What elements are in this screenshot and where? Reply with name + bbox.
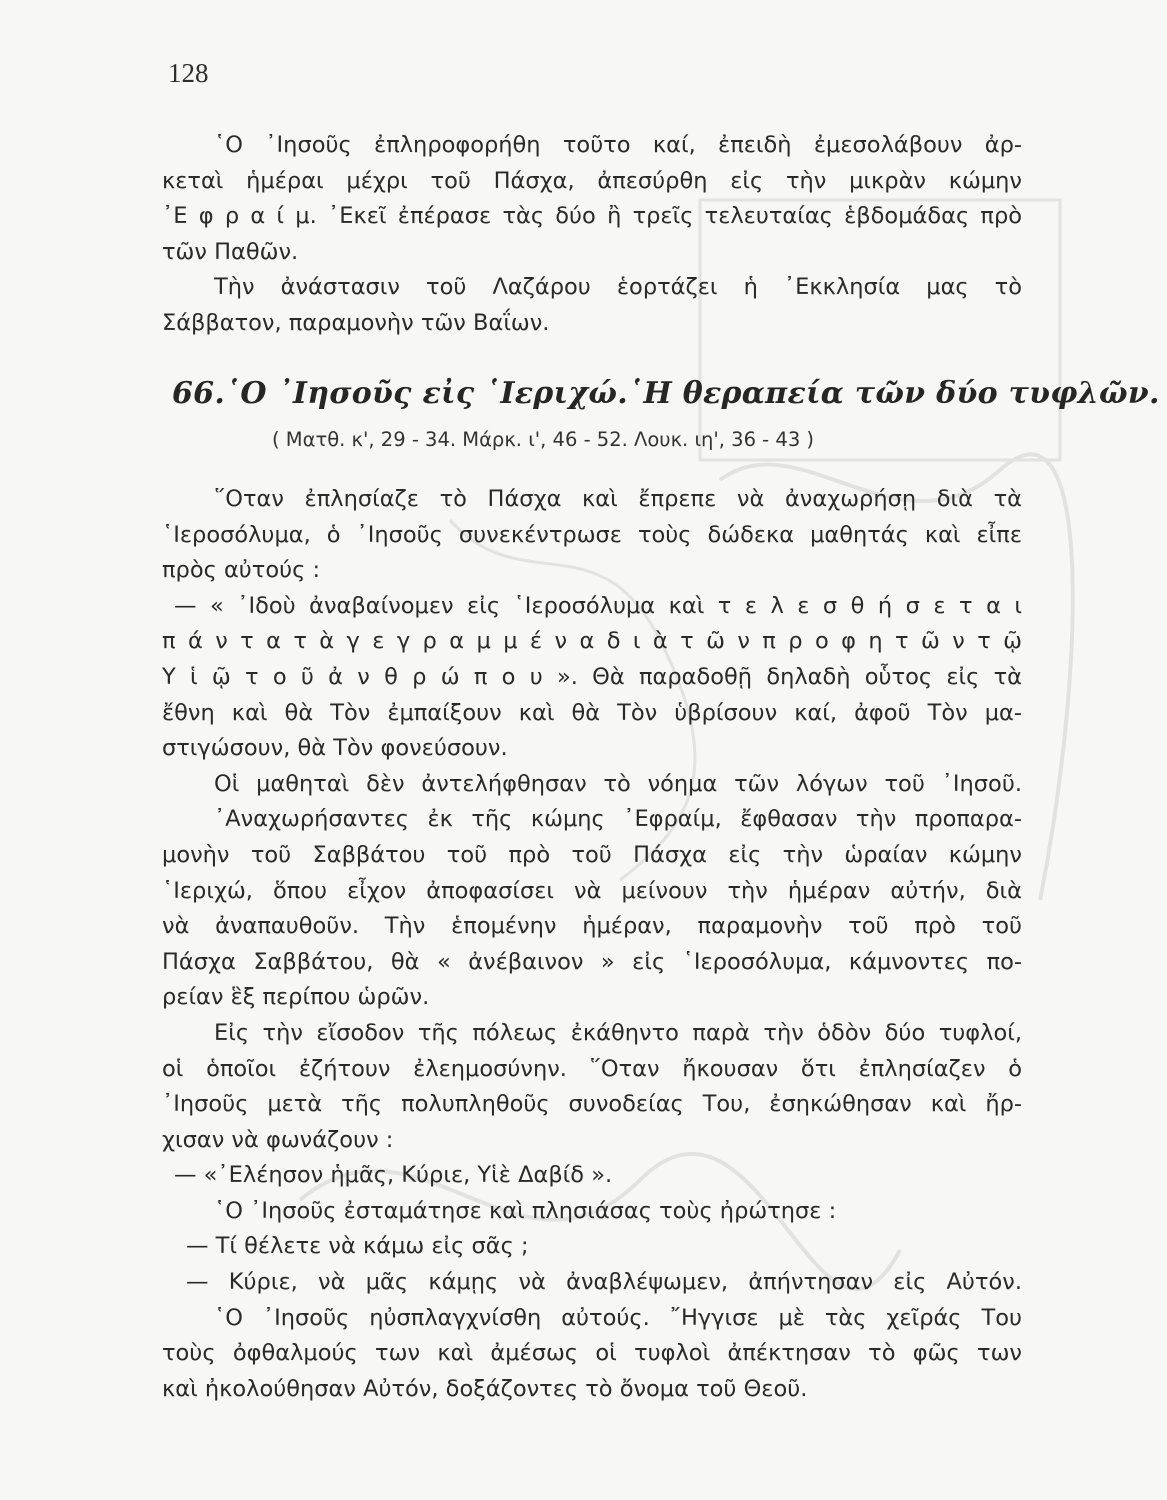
text-line: μονὴν τοῦ Σαββάτου τοῦ πρὸ τοῦ Πάσχα εἰς τὴν ὡραίαν κώμην — [162, 841, 1022, 868]
text-line: ῾Ο ᾿Ιησοῦς ηὐσπλαγχνίσθη αὐτούς. ῎Ηγγισε μὲ τὰς χεῖράς Του — [214, 1304, 1022, 1331]
intro-paragraphs — [162, 128, 1022, 342]
main-paragraphs — [162, 482, 1022, 1407]
text-line: — Κύριε, νὰ μᾶς κάμῃς νὰ ἀναβλέψωμεν, ἀπήντησαν εἰς Αὐτόν. — [186, 1269, 1022, 1296]
text-line: π ά ν τ α τ ὰ γ ε γ ρ α μ μ έ ν α δ ι ὰ τ ῶ ν π ρ ο φ η τ ῶ ν τ ῷ — [162, 628, 1022, 655]
text-line: ᾿Αναχωρήσαντες ἐκ τῆς κώμης ᾿Εφραίμ, ἔφθασαν τὴν προπαρα- — [214, 806, 1022, 833]
text-line: στιγώσουν, θὰ Τὸν φονεύσουν. — [162, 735, 508, 762]
text-line: ῾Ιεροσόλυμα, ὁ ᾿Ιησοῦς συνεκέντρωσε τοὺς δώδεκα μαθητάς καὶ εἶπε — [162, 521, 1022, 548]
text-line: ἔθνη καὶ θὰ Τὸν ἐμπαίξουν καὶ θὰ Τὸν ὑβρίσουν καί, ἀφοῦ Τὸν μα- — [162, 699, 1022, 726]
text-line: τῶν Παθῶν. — [162, 238, 299, 265]
section-heading: 66.῾Ο ᾿Ιησοῦς εἰς ῾Ιεριχώ.῾Η θεραπεία τῶν δύο τυφλῶν. — [172, 376, 1160, 411]
text-line: Εἰς τὴν εἴσοδον τῆς πόλεως ἐκάθηντο παρὰ τὴν ὁδὸν δύο τυφλοί, — [214, 1019, 1022, 1046]
text-line: οἱ ὁποῖοι ἐζήτουν ἐλεημοσύνην. ῞Οταν ἤκουσαν ὅτι ἐπλησίαζεν ὁ — [162, 1055, 1022, 1082]
text-line: — Τί θέλετε νὰ κάμω εἰς σᾶς ; — [186, 1233, 529, 1260]
text-line: ᾿Ε φ ρ α ί μ. ᾿Εκεῖ ἐπέρασε τὰς δύο ἢ τρεῖς τελευταίας ἑβδομάδας πρὸ — [162, 203, 1022, 230]
text-line: ῾Ο ᾿Ιησοῦς ἐπληροφορήθη τοῦτο καί, ἐπειδὴ ἐμεσολάβουν ἀρ- — [214, 132, 1022, 158]
page-number: 128 — [168, 58, 209, 88]
text-line: Τὴν ἀνάστασιν τοῦ Λαζάρου ἑορτάζει ἡ ᾿Εκκλησία μας τὸ — [214, 274, 1022, 301]
scripture-reference: ( Ματθ. κ', 29 - 34. Μάρκ. ι', 46 - 52. Λουκ. ιη', 36 - 43 ) — [272, 428, 815, 451]
text-line: κεταὶ ἡμέραι μέχρι τοῦ Πάσχα, ἀπεσύρθη εἰς τὴν μικρὰν κώμην — [162, 167, 1022, 194]
text-line: Υ ἱ ῷ τ ο ῦ ἀ ν θ ρ ώ π ο υ ». Θὰ παραδοθῇ δηλαδὴ οὗτος εἰς τὰ — [162, 663, 1022, 690]
text-line: ῾Ο ᾿Ιησοῦς ἐσταμάτησε καὶ πλησιάσας τοὺς ἠρώτησε : — [214, 1197, 837, 1224]
text-line: πρὸς αὐτούς : — [162, 557, 321, 584]
text-line: — «᾿Ελέησον ἡμᾶς, Κύριε, Υἱὲ Δαβίδ ». — [174, 1162, 613, 1189]
text-line: — « ᾿Ιδοὺ ἀναβαίνομεν εἰς ῾Ιεροσόλυμα καὶ τ ε λ ε σ θ ή σ ε τ α ι — [174, 592, 1022, 619]
text-line: ῞Οταν ἐπλησίαζε τὸ Πάσχα καὶ ἔπρεπε νὰ ἀναχωρήσῃ διὰ τὰ — [214, 486, 1022, 512]
text-line: Σάββατον, παραμονὴν τῶν Βαΐων. — [162, 309, 550, 336]
text-line: νὰ ἀναπαυθοῦν. Τὴν ἑπομένην ἡμέραν, παραμονὴν τοῦ πρὸ τοῦ — [162, 913, 1022, 940]
text-line: καὶ ἠκολούθησαν Αὐτόν, δοξάζοντες τὸ ὄνομα τοῦ Θεοῦ. — [162, 1375, 808, 1402]
text-line: Οἱ μαθηταὶ δὲν ἀντελήφθησαν τὸ νόημα τῶν λόγων τοῦ ᾿Ιησοῦ. — [214, 770, 1022, 797]
text-line: τοὺς ὀφθαλμούς των καὶ ἀμέσως οἱ τυφλοὶ ἀπέκτησαν τὸ φῶς των — [162, 1340, 1022, 1367]
text-line: Πάσχα Σαββάτου, θὰ « ἀνέβαινον » εἰς ῾Ιεροσόλυμα, κάμνοντες πο- — [162, 948, 1022, 975]
text-line: ᾿Ιησοῦς μετὰ τῆς πολυπληθοῦς συνοδείας Του, ἐσηκώθησαν καὶ ἤρ- — [162, 1091, 1022, 1118]
text-line: ῾Ιεριχώ, ὅπου εἶχον ἀποφασίσει νὰ μείνουν τὴν ἡμέραν αὐτήν, διὰ — [162, 877, 1022, 904]
text-line: χισαν νὰ φωνάζουν : — [162, 1126, 394, 1153]
text-line: ρείαν ἓξ περίπου ὡρῶν. — [162, 984, 430, 1011]
